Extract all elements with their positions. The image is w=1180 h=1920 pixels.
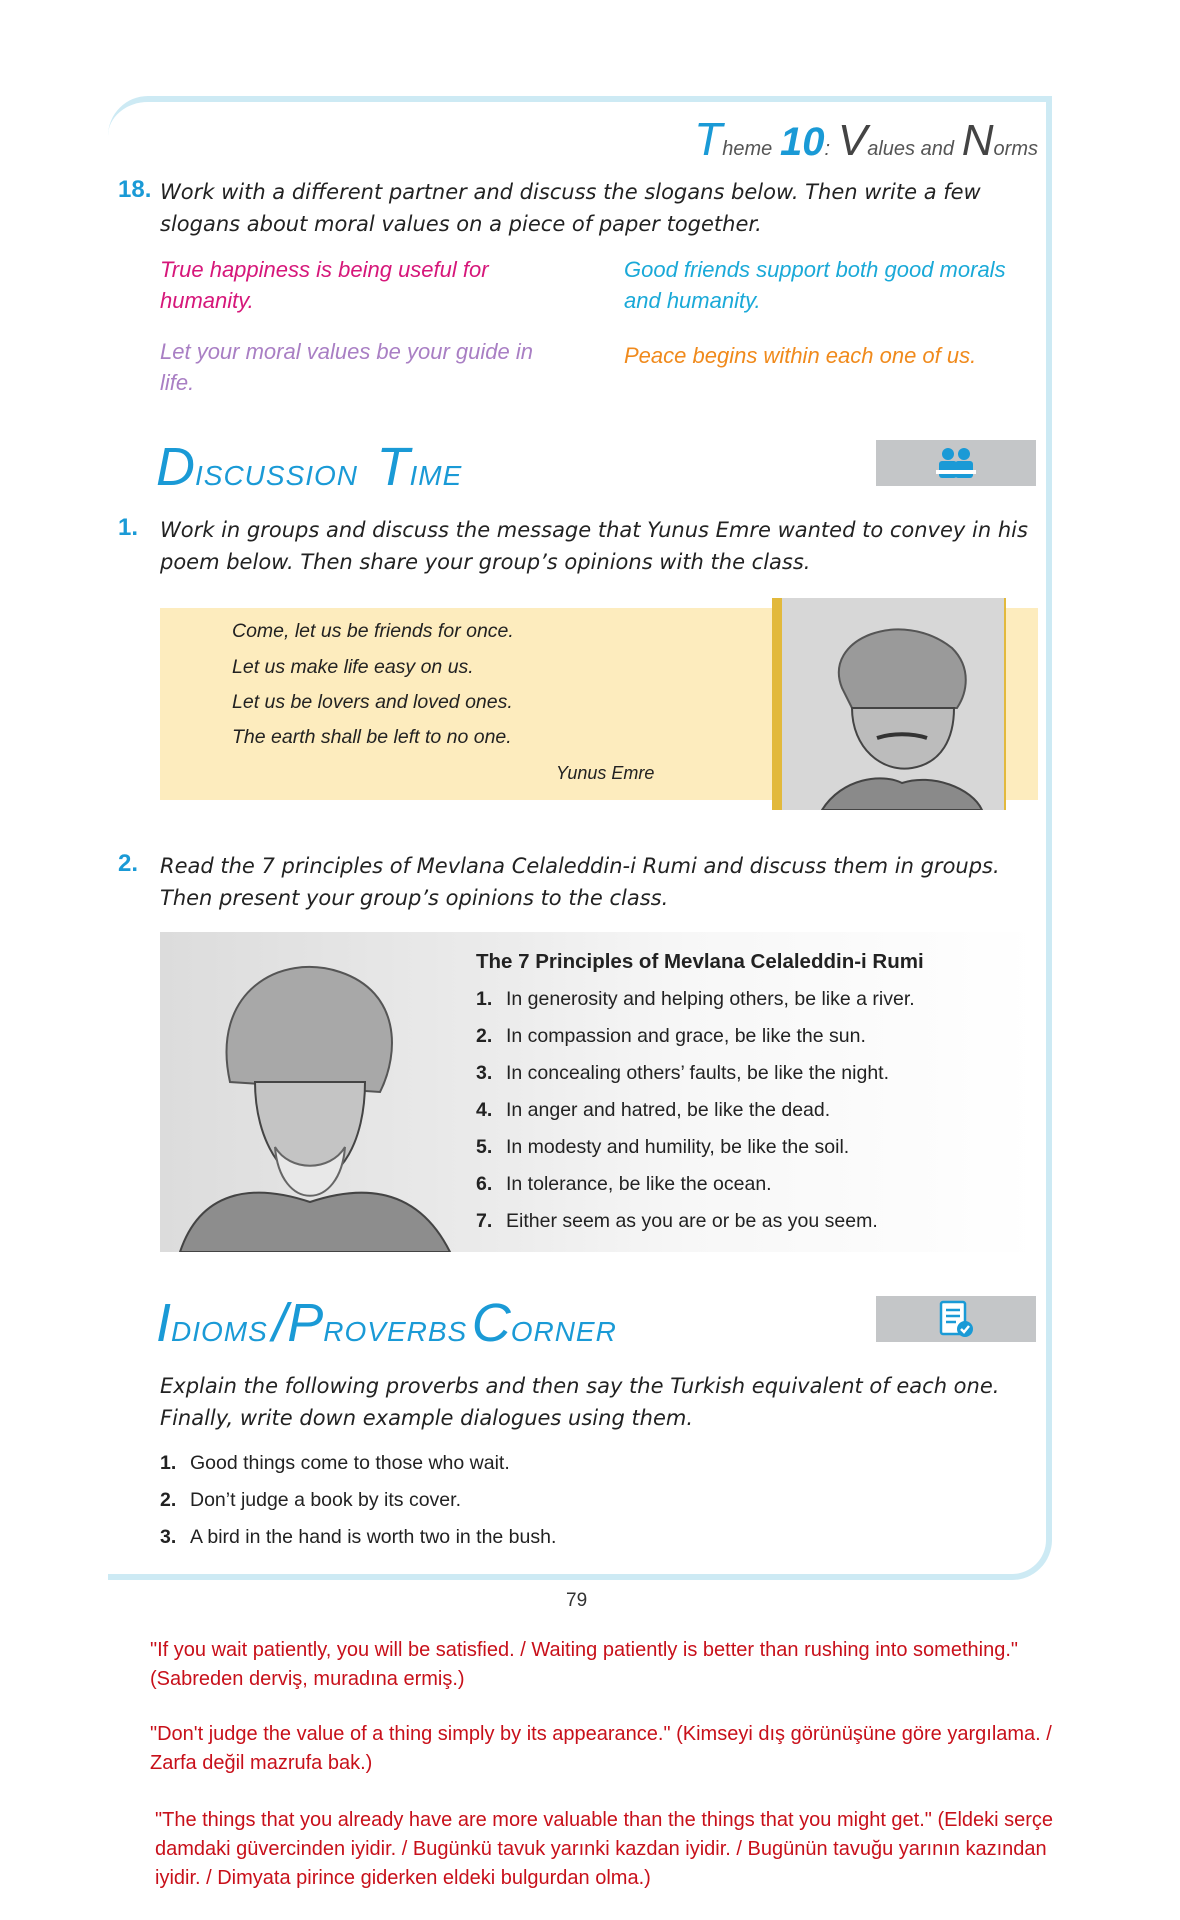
proverb-number: 1. bbox=[160, 1452, 177, 1474]
slogan-line: and humanity. bbox=[624, 288, 761, 313]
question-2-line-2: Then present your group’s opinions to the class. bbox=[160, 886, 669, 910]
heading-cap: P bbox=[287, 1293, 324, 1353]
principle-number: 4. bbox=[476, 1099, 493, 1121]
proverb-text: Good things come to those who wait. bbox=[190, 1452, 510, 1474]
poem-line: Let us be lovers and loved ones. bbox=[232, 691, 513, 713]
principle-item bbox=[476, 1025, 866, 1048]
checklist-document-icon bbox=[876, 1296, 1036, 1342]
principle-number: 2. bbox=[476, 1025, 493, 1047]
slogan-line: Peace begins within each one of us. bbox=[624, 343, 977, 368]
idioms-instructions-line-1: Explain the following proverbs and then say the Turkish equivalent of each one. bbox=[160, 1374, 1000, 1398]
heading-cap: D bbox=[156, 437, 195, 497]
question-2-number: 2. bbox=[118, 850, 139, 877]
yunus-emre-portrait bbox=[782, 598, 1004, 810]
answer-line: "The things that you already have are more valuable than the things that you might get." (Eldeki serçe bbox=[155, 1809, 1054, 1831]
question-1-line-2: poem below. Then share your group’s opinions with the class. bbox=[160, 550, 811, 574]
principle-number: 7. bbox=[476, 1210, 493, 1232]
principle-text: In modesty and humility, be like the soil. bbox=[506, 1136, 850, 1158]
principle-text: In compassion and grace, be like the sun. bbox=[506, 1025, 866, 1047]
proverb-item bbox=[160, 1526, 556, 1549]
values-cap: V bbox=[837, 116, 868, 165]
discussion-time-heading bbox=[156, 436, 462, 498]
principle-number: 6. bbox=[476, 1173, 493, 1195]
question-18-line-2: slogans about moral values on a piece of paper together. bbox=[160, 212, 762, 236]
principle-text: Either seem as you are or be as you seem. bbox=[506, 1210, 878, 1232]
proverb-item bbox=[160, 1452, 510, 1475]
answer-line: iyidir. / Dimyata pirince giderken eldeki bulgurdan olma.) bbox=[155, 1867, 651, 1889]
question-1-number: 1. bbox=[118, 514, 139, 541]
heading-slash: / bbox=[272, 1293, 288, 1353]
heading-rest: ROVERBS bbox=[323, 1316, 468, 1347]
question-2-line-1: Read the 7 principles of Mevlana Celaleddin-i Rumi and discuss them in groups. bbox=[160, 854, 1000, 878]
principle-item bbox=[476, 1062, 889, 1085]
heading-cap: C bbox=[471, 1293, 511, 1353]
proverb-item bbox=[160, 1489, 461, 1512]
principle-item bbox=[476, 1099, 830, 1122]
answer-3 bbox=[155, 1806, 1170, 1893]
principle-item bbox=[476, 1173, 772, 1196]
principle-item bbox=[476, 988, 915, 1011]
slogan-line: Good friends support both good morals bbox=[624, 257, 1006, 282]
question-18-number: 18. bbox=[118, 176, 152, 203]
proverb-text: Don’t judge a book by its cover. bbox=[190, 1489, 461, 1511]
question-1-text bbox=[160, 514, 1028, 578]
principle-number: 5. bbox=[476, 1136, 493, 1158]
question-18-line-1: Work with a different partner and discuss the slogans below. Then write a few bbox=[160, 180, 981, 204]
poem-line: Come, let us be friends for once. bbox=[232, 620, 514, 642]
answer-line: (Sabreden derviş, muradına ermiş.) bbox=[150, 1668, 465, 1690]
slogan-line: humanity. bbox=[160, 288, 254, 313]
question-1-line-1: Work in groups and discuss the message that Yunus Emre wanted to convey in his bbox=[160, 518, 1028, 542]
answer-line: "If you wait patiently, you will be satisfied. / Waiting patiently is better than rushing into something." bbox=[150, 1639, 1018, 1661]
page-number: 79 bbox=[566, 1590, 588, 1611]
heading-rest: IME bbox=[409, 460, 463, 491]
theme-title-cap: T bbox=[694, 113, 723, 165]
question-2-text bbox=[160, 850, 1000, 914]
norms-rest: orms bbox=[993, 138, 1038, 160]
heading-cap: I bbox=[156, 1293, 172, 1353]
principle-item bbox=[476, 1136, 849, 1159]
principles-title: The 7 Principles of Mevlana Celaleddin-i Rumi bbox=[476, 950, 924, 973]
principle-number: 3. bbox=[476, 1062, 493, 1084]
idioms-proverbs-heading bbox=[156, 1292, 617, 1354]
slogan-line: life. bbox=[160, 370, 195, 395]
heading-rest: ORNER bbox=[510, 1316, 617, 1347]
proverb-text: A bird in the hand is worth two in the bush. bbox=[190, 1526, 557, 1548]
answer-line: damdaki güvercinden iyidir. / Bugünkü tavuk yarınki kazdan iyidir. / Bugünün tavuğu yarının kazından bbox=[155, 1838, 1047, 1860]
theme-title bbox=[694, 112, 1038, 166]
group-discussion-icon bbox=[876, 440, 1036, 486]
slogan-line: True happiness is being useful for bbox=[160, 257, 489, 282]
poem-line: Let us make life easy on us. bbox=[232, 656, 474, 678]
poem-author: Yunus Emre bbox=[556, 763, 655, 783]
principle-number: 1. bbox=[476, 988, 493, 1010]
answer-1 bbox=[150, 1636, 1165, 1694]
theme-colon: : bbox=[824, 138, 831, 160]
proverb-number: 2. bbox=[160, 1489, 177, 1511]
heading-cap: T bbox=[376, 437, 410, 497]
slogan-peace bbox=[624, 340, 976, 371]
theme-title-rest: heme bbox=[722, 138, 773, 160]
principle-text: In generosity and helping others, be like a river. bbox=[506, 988, 915, 1010]
slogan-line: Let your moral values be your guide in bbox=[160, 339, 533, 364]
norms-cap: N bbox=[961, 116, 994, 165]
slogan-true-happiness bbox=[160, 254, 489, 316]
principle-text: In tolerance, be like the ocean. bbox=[506, 1173, 772, 1195]
heading-rest: DIOMS bbox=[171, 1316, 268, 1347]
answer-line: Zarfa değil mazrufa bak.) bbox=[150, 1752, 373, 1774]
question-18-text bbox=[160, 176, 981, 240]
principle-item bbox=[476, 1210, 878, 1233]
answer-line: "Don't judge the value of a thing simply by its appearance." (Kimseyi dış görünüşüne göre yargılama. / bbox=[150, 1723, 1052, 1745]
principle-text: In concealing others’ faults, be like the night. bbox=[506, 1062, 890, 1084]
slogan-good-friends bbox=[624, 254, 1006, 316]
proverb-number: 3. bbox=[160, 1526, 177, 1548]
values-rest: alues and bbox=[867, 138, 954, 160]
rumi-portrait bbox=[160, 932, 460, 1252]
page-frame bbox=[108, 96, 1052, 1580]
answer-2 bbox=[150, 1720, 1165, 1778]
idioms-instructions-line-2: Finally, write down example dialogues using them. bbox=[160, 1406, 694, 1430]
slogan-moral-values bbox=[160, 336, 533, 398]
idioms-instructions bbox=[160, 1370, 999, 1434]
poem-line: The earth shall be left to no one. bbox=[232, 726, 512, 748]
heading-rest: ISCUSSION bbox=[195, 460, 359, 491]
theme-number: 10 bbox=[780, 120, 825, 164]
principle-text: In anger and hatred, be like the dead. bbox=[506, 1099, 831, 1121]
